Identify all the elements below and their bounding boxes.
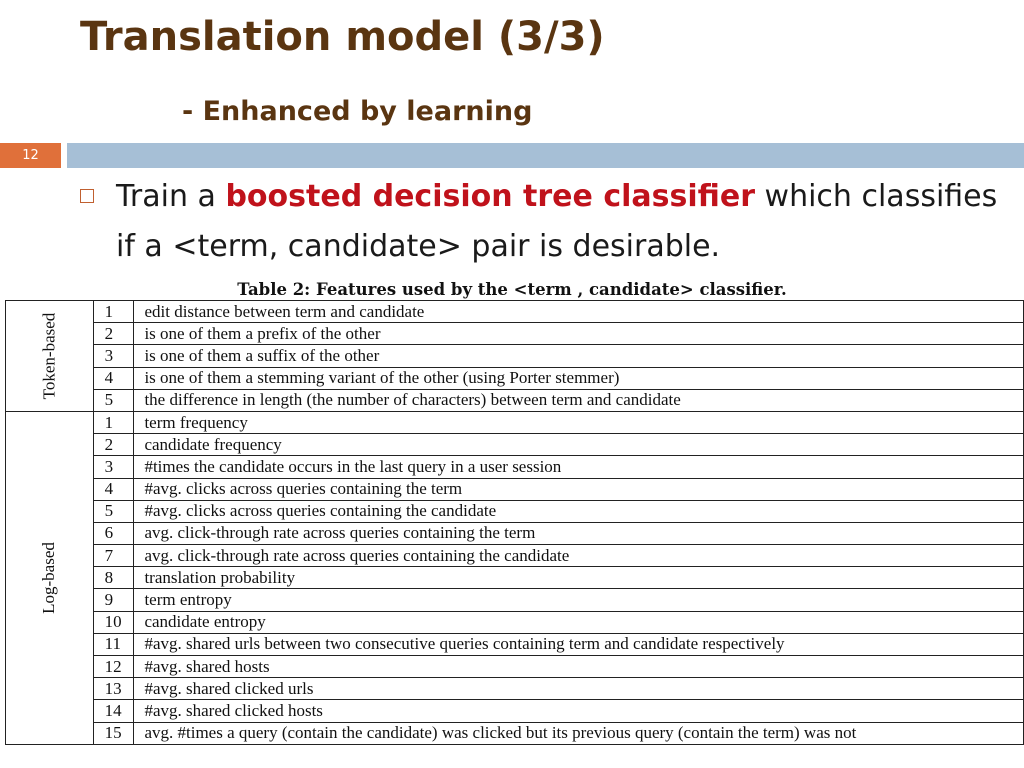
feature-number: 15 [93,722,134,744]
feature-number: 1 [93,301,134,323]
feature-number: 12 [93,656,134,678]
feature-description: avg. click-through rate across queries containing the candidate [134,545,1024,567]
feature-description: term frequency [134,411,1024,433]
feature-number: 14 [93,700,134,722]
table-row [6,301,1024,323]
feature-description: term entropy [134,589,1024,611]
bullet-text-before: Train a [116,179,226,214]
table-row [6,367,1024,389]
feature-number: 8 [93,567,134,589]
feature-description: edit distance between term and candidate [134,301,1024,323]
feature-number: 2 [93,434,134,456]
page-number: 12 [22,148,39,163]
feature-number: 13 [93,678,134,700]
table-row [6,722,1024,744]
feature-description: candidate entropy [134,611,1024,633]
bullet-text-after: which classifies if a <term, candidate> pair is desirable. [116,179,998,264]
table-row [6,478,1024,500]
group-label-cell [6,301,94,412]
table-row [6,545,1024,567]
table-row [6,434,1024,456]
feature-description: the difference in length (the number of characters) between term and candidate [134,389,1024,411]
feature-number: 7 [93,545,134,567]
feature-description: #avg. shared clicked urls [134,678,1024,700]
feature-description: translation probability [134,567,1024,589]
feature-description: #avg. shared clicked hosts [134,700,1024,722]
table-row [6,323,1024,345]
feature-description: #avg. shared urls between two consecutive queries containing term and candidate respectively [134,633,1024,655]
table-row [6,589,1024,611]
table-row [6,633,1024,655]
group-label: Token-based [39,312,59,400]
table-row [6,700,1024,722]
feature-description: is one of them a stemming variant of the other (using Porter stemmer) [134,367,1024,389]
feature-description: avg. #times a query (contain the candidate) was clicked but its previous query (contain the term) was not [134,722,1024,744]
page-number-badge [0,143,61,168]
table-row [6,656,1024,678]
feature-number: 9 [93,589,134,611]
feature-number: 3 [93,345,134,367]
header-rule-bar [67,143,1024,168]
feature-number: 3 [93,456,134,478]
feature-description: candidate frequency [134,434,1024,456]
table-row [6,611,1024,633]
slide-title: Translation model (3/3) [80,14,605,60]
bullet-text [116,172,1006,272]
feature-number: 4 [93,367,134,389]
feature-number: 5 [93,500,134,522]
bullet-highlight: boosted decision tree classifier [225,179,756,214]
table-row [6,500,1024,522]
square-bullet-icon [80,189,94,203]
feature-description: #times the candidate occurs in the last query in a user session [134,456,1024,478]
group-label-cell [6,411,94,744]
table-row [6,567,1024,589]
feature-description: is one of them a prefix of the other [134,323,1024,345]
feature-number: 11 [93,633,134,655]
table-row [6,411,1024,433]
table-row [6,522,1024,544]
table-caption: Table 2: Features used by the <term , candidate> classifier. [237,280,787,299]
feature-number: 6 [93,522,134,544]
feature-number: 2 [93,323,134,345]
table-row [6,456,1024,478]
slide-subtitle: - Enhanced by learning [182,96,533,127]
feature-description: #avg. clicks across queries containing the candidate [134,500,1024,522]
feature-description: #avg. shared hosts [134,656,1024,678]
feature-description: avg. click-through rate across queries containing the term [134,522,1024,544]
feature-description: is one of them a suffix of the other [134,345,1024,367]
features-table [5,300,1024,745]
feature-number: 4 [93,478,134,500]
feature-number: 1 [93,411,134,433]
group-label: Log-based [39,541,59,614]
table-row [6,345,1024,367]
feature-number: 10 [93,611,134,633]
feature-number: 5 [93,389,134,411]
feature-description: #avg. clicks across queries containing the term [134,478,1024,500]
table-row [6,678,1024,700]
table-row [6,389,1024,411]
